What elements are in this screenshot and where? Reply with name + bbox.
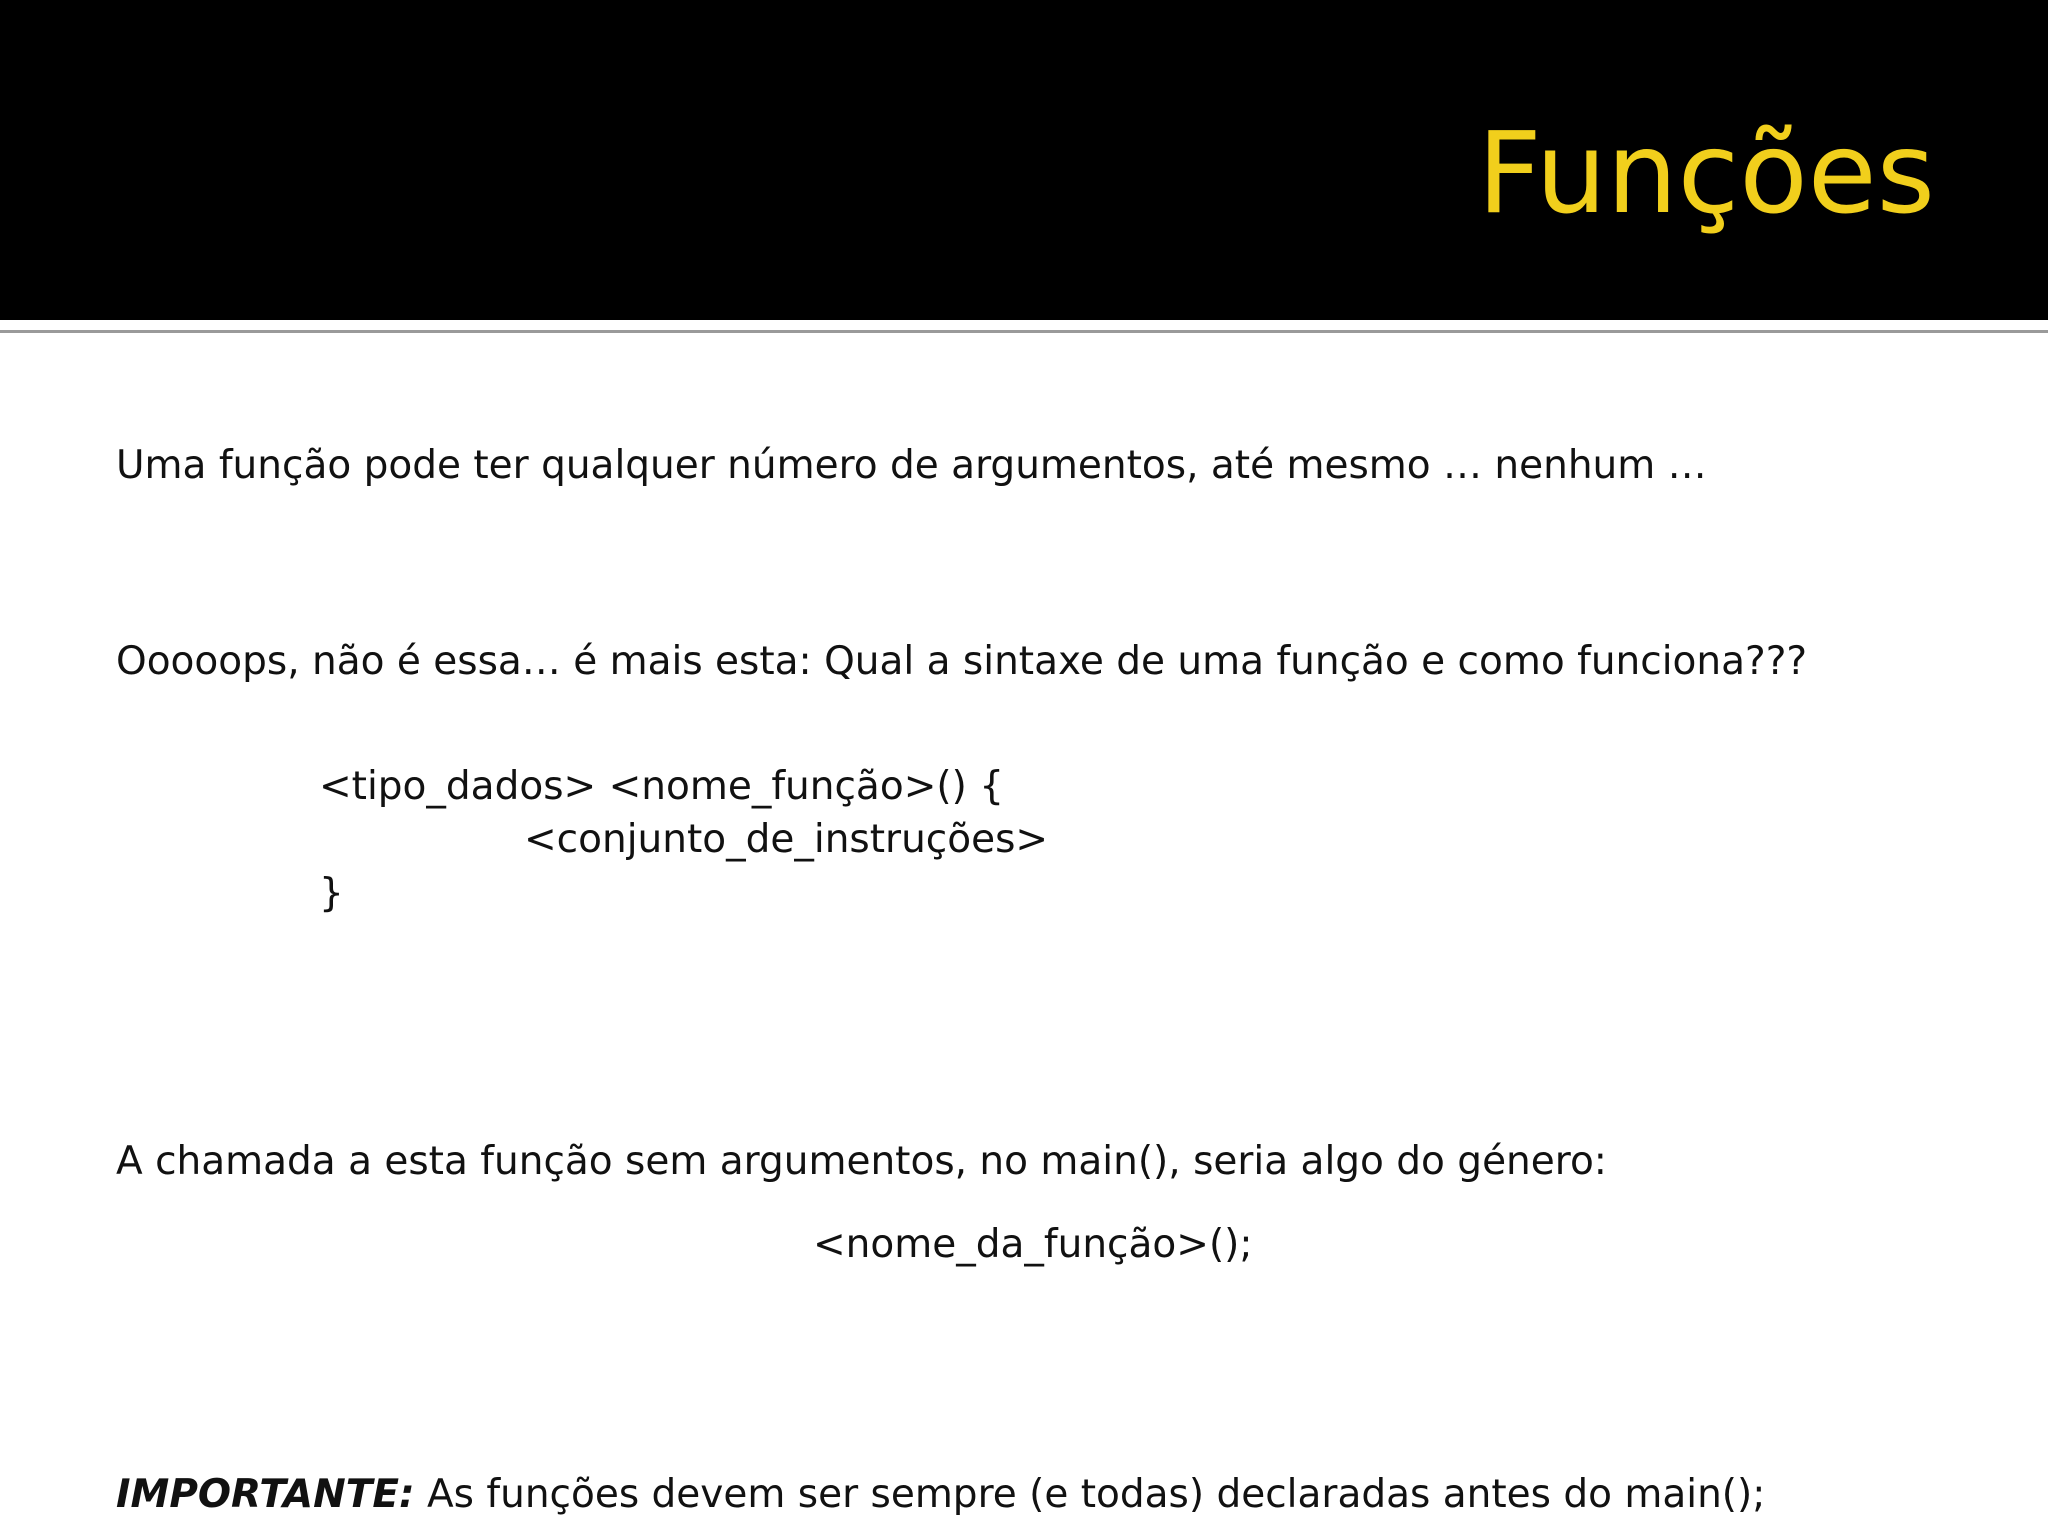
slide-title: Funções [1477, 109, 1935, 239]
important-text: As funções devem ser sempre (e todas) declaradas antes do main(); [414, 1472, 1766, 1517]
code-line-closing-brace: } [319, 871, 344, 916]
code-line-instructions: <conjunto_de_instruções> [524, 817, 1049, 862]
body-line-arguments: Uma função pode ter qualquer número de argumentos, até mesmo … nenhum … [116, 443, 1707, 488]
code-line-signature: <tipo_dados> <nome_função>() { [319, 764, 1005, 809]
important-label: IMPORTANTE: [116, 1472, 415, 1517]
body-line-syntax-question: Ooooops, não é essa… é mais esta: Qual a sintaxe de uma função e como funciona??? [116, 639, 1808, 684]
important-note [116, 1473, 1765, 1518]
body-line-call-description: A chamada a esta função sem argumentos, no main(), seria algo do género: [116, 1139, 1607, 1184]
header-divider [0, 330, 2048, 333]
code-line-call: <nome_da_função>(); [813, 1222, 1253, 1267]
